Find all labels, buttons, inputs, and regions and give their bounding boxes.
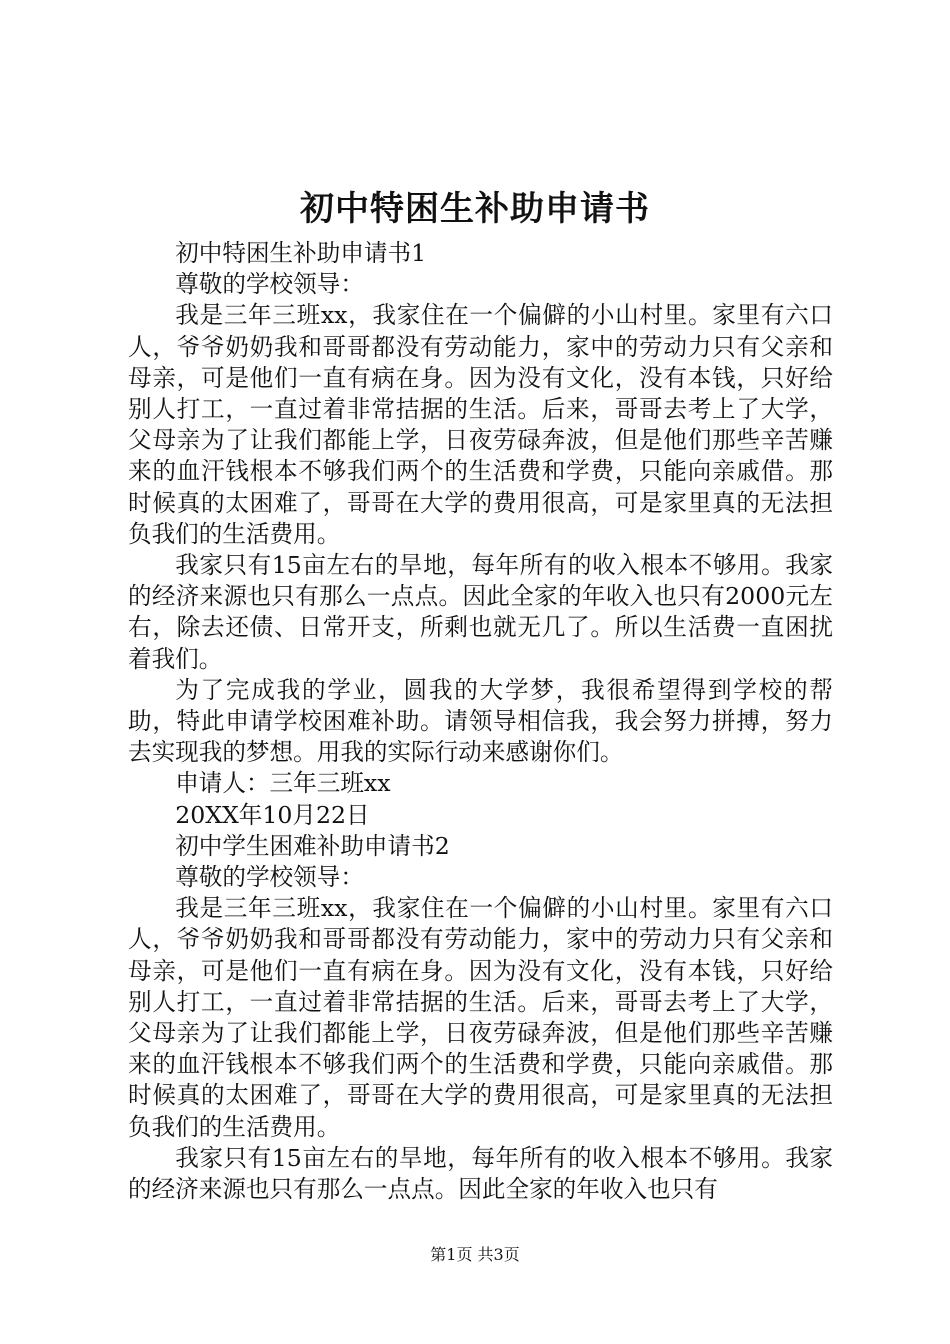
document-body: [128, 238, 833, 1205]
salutation-1: 尊敬的学校领导：: [175, 270, 364, 299]
section-heading-1: 初中特困生补助申请书1: [175, 239, 427, 267]
paragraph-income-2: 我家只有15亩左右的旱地，每年所有的收入根本不够用。我家的经济来源也只有那么一点点。因此全家的年收入也只有: [128, 1143, 833, 1204]
page-footer: 第1页 共3页: [430, 1245, 520, 1264]
paragraph-family-1: 我是三年三班xx，我家住在一个偏僻的小山村里。家里有六口人，爷爷奶奶我和哥哥都没有劳动能力，家中的劳动力只有父亲和母亲，可是他们一直有病在身。因为没有文化，没有本钱，只好给别人打工，一直过着非常拮据的生活。后来，哥哥去考上了大学，父母亲为了让我们都能上学，日夜劳碌奔波，但是他们那些辛苦赚来的血汗钱根本不够我们两个的生活费和学费，只能向亲戚借。那时候真的太困难了，哥哥在大学的费用很高，可是家里真的无法担负我们的生活费用。: [128, 301, 833, 548]
paragraph-family-2: 我是三年三班xx，我家住在一个偏僻的小山村里。家里有六口人，爷爷奶奶我和哥哥都没有劳动能力，家中的劳动力只有父亲和母亲，可是他们一直有病在身。因为没有文化，没有本钱，只好给别人打工，一直过着非常拮据的生活。后来，哥哥去考上了大学，父母亲为了让我们都能上学，日夜劳碌奔波，但是他们那些辛苦赚来的血汗钱根本不够我们两个的生活费和学费，只能向亲戚借。那时候真的太困难了，哥哥在大学的费用很高，可是家里真的无法担负我们的生活费用。: [128, 894, 833, 1141]
date-line: 20XX年10月22日: [175, 800, 370, 829]
section-heading-2: 初中学生困难补助申请书2: [175, 831, 450, 860]
salutation-2: 尊敬的学校领导：: [175, 863, 364, 892]
paragraph-request-1: 为了完成我的学业，圆我的大学梦，我很希望得到学校的帮助，特此申请学校困难补助。请领导相信我，我会努力拼搏，努力去实现我的梦想。用我的实际行动来感谢你们。: [128, 675, 833, 767]
document-title: 初中特困生补助申请书: [300, 189, 650, 229]
paragraph-income-1: 我家只有15亩左右的旱地，每年所有的收入根本不够用。我家的经济来源也只有那么一点点。因此全家的年收入也只有2000元左右，除去还债、日常开支，所剩也就无几了。所以生活费一直困扰着我们。: [128, 551, 833, 673]
applicant-line: 申请人：三年三班xx: [175, 769, 391, 798]
